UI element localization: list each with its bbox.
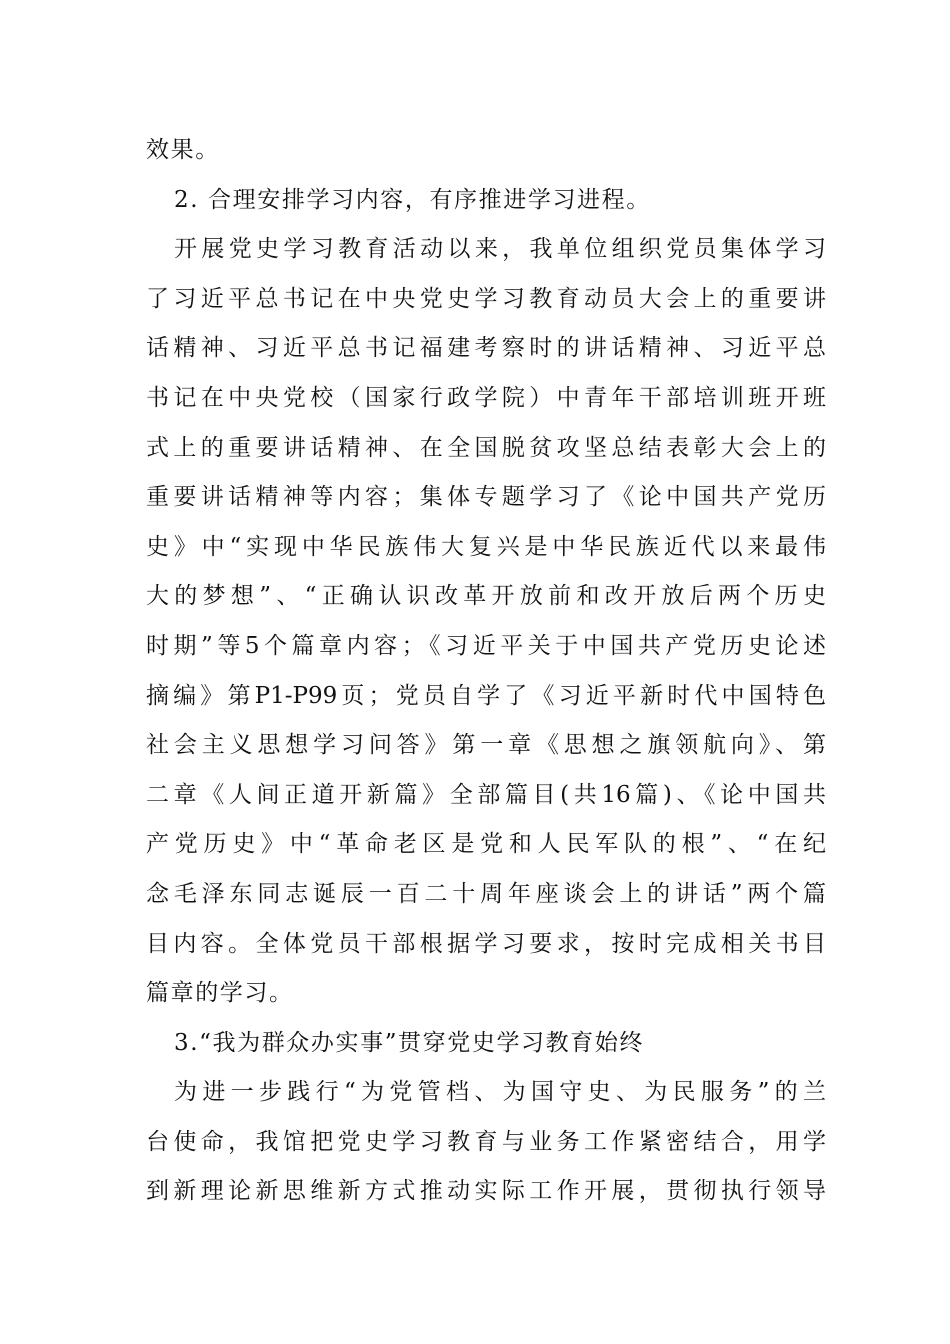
text-line: 台使命，我馆把党史学习教育与业务工作紧密结合，用学 bbox=[146, 1128, 826, 1155]
text-line: 式上的重要讲话精神、在全国脱贫攻坚总结表彰大会上的 bbox=[146, 434, 826, 461]
text-line: 效果。 bbox=[146, 137, 220, 163]
text-line: 重要讲话精神等内容；集体专题学习了《论中国共产党历 bbox=[146, 484, 826, 511]
text-line: 时期”等5个篇章内容；《习近平关于中国共产党历史论述 bbox=[146, 632, 826, 659]
text-line: 书记在中央党校（国家行政学院）中青年干部培训班开班 bbox=[146, 384, 826, 411]
text-line: 到新理论新思维新方式推动实际工作开展，贯彻执行领导 bbox=[146, 1178, 826, 1205]
text-line: 开展党史学习教育活动以来，我单位组织党员集体学习 bbox=[174, 236, 826, 263]
text-line: 为进一步践行“为党管档、为国守史、为民服务”的兰 bbox=[174, 1079, 826, 1106]
text-line: 目内容。全体党员干部根据学习要求，按时完成相关书目 bbox=[146, 930, 826, 957]
body-text bbox=[146, 126, 826, 1217]
text-line: 摘编》第P1-P99页；党员自学了《习近平新时代中国特色 bbox=[146, 682, 826, 709]
text-line: 大的梦想”、“正确认识改革开放前和改开放后两个历史 bbox=[146, 583, 826, 610]
text-line: 产党历史》中“革命老区是党和人民军队的根”、“在纪 bbox=[146, 831, 826, 858]
section-heading-2: 2. 合理安排学习内容，有序推进学习进程。 bbox=[174, 186, 651, 213]
text-line: 念毛泽东同志诞辰一百二十周年座谈会上的讲话”两个篇 bbox=[146, 880, 826, 907]
text-line: 话精神、习近平总书记福建考察时的讲话精神、习近平总 bbox=[146, 335, 826, 362]
text-line: 篇章的学习。 bbox=[146, 980, 294, 1007]
text-line: 二章《人间正道开新篇》全部篇目(共16篇)、《论中国共 bbox=[146, 781, 826, 808]
text-line: 社会主义思想学习问答》第一章《思想之旗领航向》、第 bbox=[146, 732, 826, 759]
text-line: 了习近平总书记在中央党史学习教育动员大会上的重要讲 bbox=[146, 285, 826, 312]
text-line: 史》中“实现中华民族伟大复兴是中华民族近代以来最伟 bbox=[146, 533, 826, 560]
section-heading-3: 3.“我为群众办实事”贯穿党史学习教育始终 bbox=[174, 1029, 645, 1056]
